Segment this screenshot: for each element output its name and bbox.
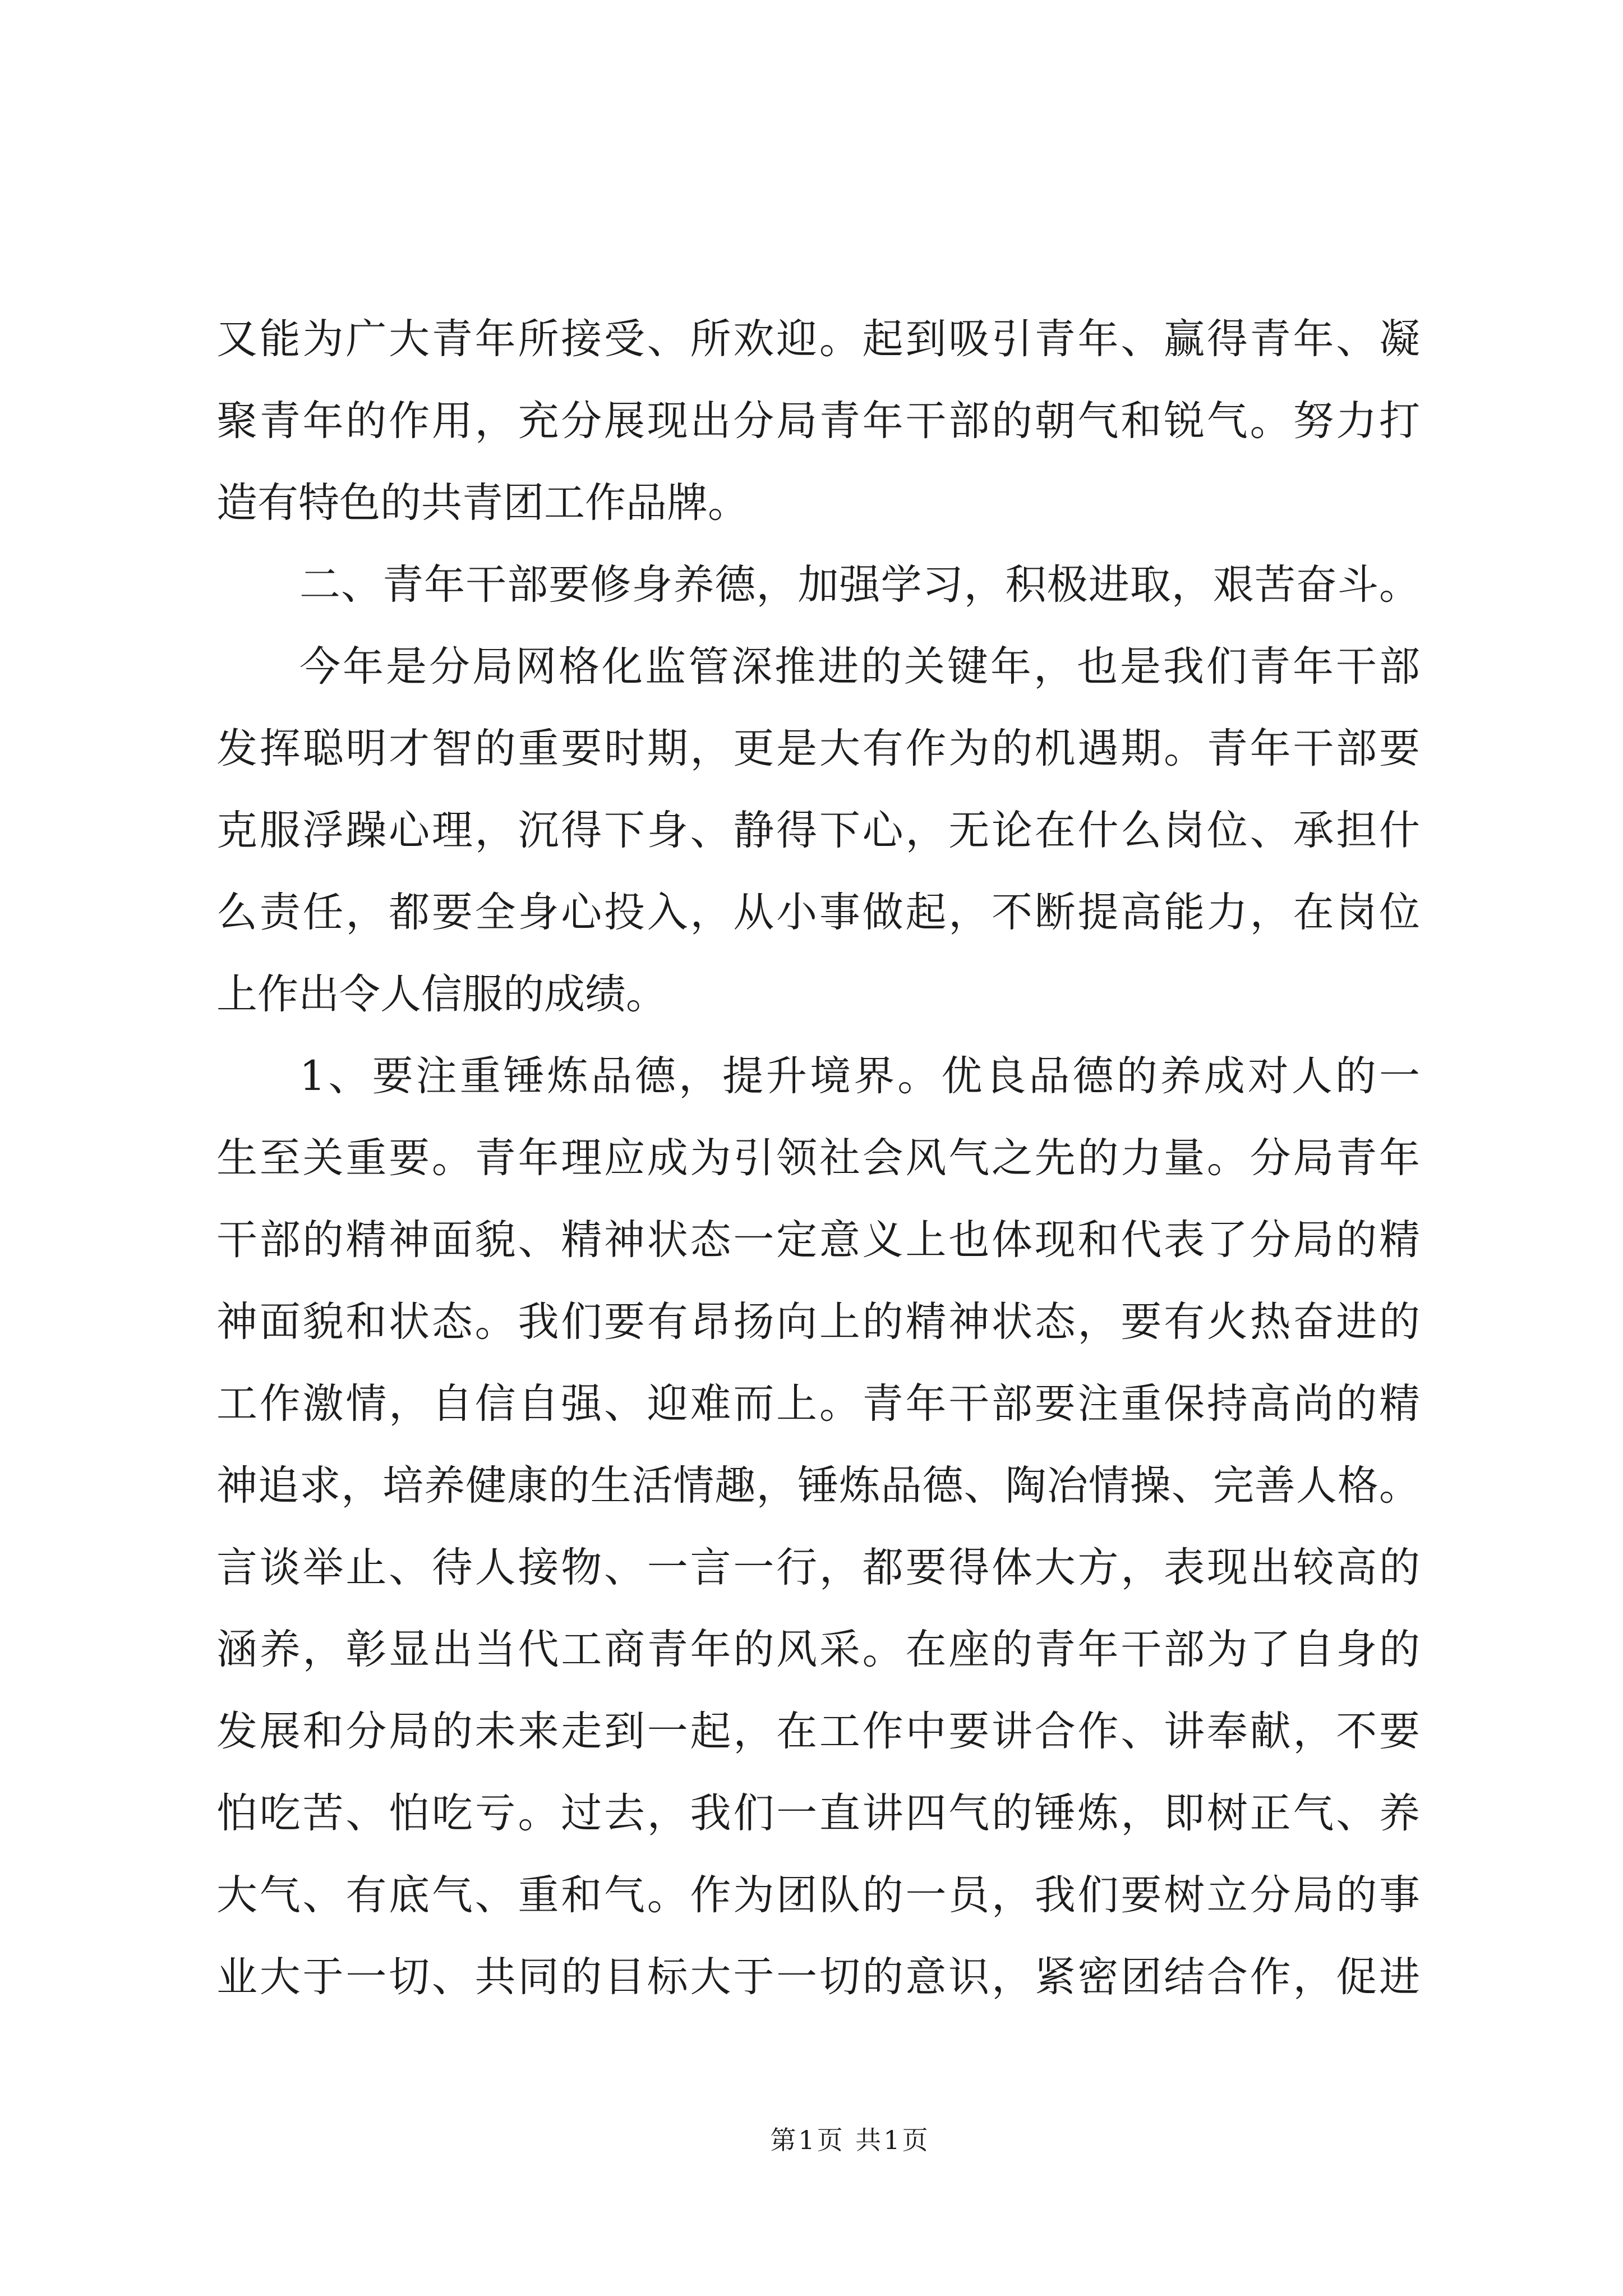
text-line: 上作出令人信服的成绩。 [216, 970, 667, 1018]
paragraph [216, 1036, 1420, 2018]
paragraph [216, 298, 1420, 544]
text-line: 业大于一切、共同的目标大于一切的意识，紧密团结合作，促进 [216, 1953, 1420, 2001]
text-line: 生至关重要。青年理应成为引领社会风气之先的力量。分局青年 [216, 1134, 1420, 1182]
document-body [216, 298, 1420, 2018]
text-line: 发挥聪明才智的重要时期，更是大有作为的机遇期。青年干部要 [216, 725, 1420, 772]
text-line: 造有特色的共青团工作品牌。 [216, 479, 749, 527]
page-number-footer: 第1页 共1页 [770, 2125, 930, 2155]
text-line: 工作激情，自信自强、迎难而上。青年干部要注重保持高尚的精 [216, 1380, 1420, 1428]
text-line: 发展和分局的未来走到一起，在工作中要讲合作、讲奉献，不要 [216, 1708, 1420, 1755]
text-line: 怕吃苦、怕吃亏。过去，我们一直讲四气的锤炼，即树正气、养 [216, 1789, 1420, 1837]
text-line: 干部的精神面貌、精神状态一定意义上也体现和代表了分局的精 [216, 1216, 1420, 1264]
text-line: 又能为广大青年所接受、所欢迎。起到吸引青年、赢得青年、凝 [216, 315, 1420, 363]
text-line: 聚青年的作用，充分展现出分局青年干部的朝气和锐气。努力打 [216, 397, 1420, 445]
text-line: 神追求，培养健康的生活情趣，锤炼品德、陶冶情操、完善人格。 [216, 1462, 1420, 1510]
text-line: 涵养，彰显出当代工商青年的风采。在座的青年干部为了自身的 [216, 1626, 1420, 1673]
heading-line: 二、青年干部要修身养德，加强学习，积极进取，艰苦奋斗。 [299, 561, 1420, 609]
text-line: 言谈举止、待人接物、一言一行，都要得体大方，表现出较高的 [216, 1544, 1420, 1591]
paragraph [216, 626, 1420, 1036]
text-line: 神面貌和状态。我们要有昂扬向上的精神状态，要有火热奋进的 [216, 1298, 1420, 1346]
section-heading [216, 544, 1420, 626]
text-line: 1、要注重锤炼品德，提升境界。优良品德的养成对人的一 [299, 1052, 1420, 1100]
text-line: 大气、有底气、重和气。作为团队的一员，我们要树立分局的事 [216, 1871, 1420, 1919]
text-line: 今年是分局网格化监管深推进的关键年，也是我们青年干部 [299, 643, 1420, 691]
text-line: 么责任，都要全身心投入，从小事做起，不断提高能力，在岗位 [216, 889, 1420, 936]
text-line: 克服浮躁心理，沉得下身、静得下心，无论在什么岗位、承担什 [216, 807, 1420, 854]
